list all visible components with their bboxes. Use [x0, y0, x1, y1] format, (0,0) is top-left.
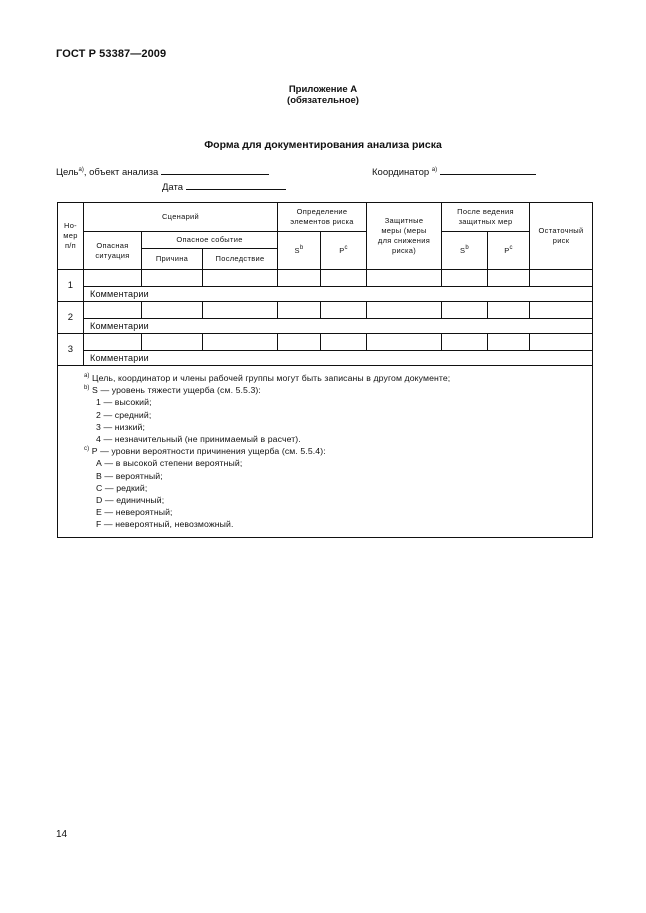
- appendix-status: (обязательное): [287, 95, 359, 106]
- footnote-b-item: 4 — незначительный (не принимаемый в расчет).: [96, 434, 301, 445]
- row-number: 2: [58, 302, 84, 334]
- table-cell[interactable]: [203, 334, 278, 351]
- table-row: [58, 334, 593, 351]
- coordinator-field: [372, 166, 536, 178]
- table-cell[interactable]: [442, 334, 488, 351]
- goal-object-input-line[interactable]: [161, 166, 269, 175]
- table-cell[interactable]: [84, 302, 142, 319]
- footnote-c-item: А — в высокой степени вероятный;: [96, 458, 243, 469]
- table-cell[interactable]: [488, 270, 530, 287]
- goal-object-field: [56, 166, 269, 178]
- col-risk-def-header: Определение элементов риска: [278, 203, 367, 232]
- col-after-header: После ведения защитных мер: [442, 203, 530, 232]
- table-cell[interactable]: [278, 270, 321, 287]
- col-protective-header: Защитные меры (меры для снижения риска): [367, 203, 442, 270]
- table-cell[interactable]: [442, 302, 488, 319]
- footnote-b-item: 2 — средний;: [96, 409, 152, 420]
- form-title: Форма для документирования анализа риска: [204, 139, 442, 151]
- row-number: 1: [58, 270, 84, 302]
- footnote-c-item: D — единичный;: [96, 495, 165, 506]
- date-field: [162, 181, 286, 193]
- col-consequence-header: Последствие: [203, 249, 278, 270]
- table-footnotes: [58, 366, 593, 538]
- col-number-header: Но- мер п/п: [58, 203, 84, 270]
- col-scenario-header: Сценарий: [84, 203, 278, 232]
- footnote-c-item: F — невероятный, невозможный.: [96, 519, 234, 530]
- table-row: [58, 270, 593, 287]
- table-cell[interactable]: [488, 302, 530, 319]
- table-cell[interactable]: [367, 302, 442, 319]
- coordinator-label: Координатор: [372, 167, 430, 178]
- table-cell[interactable]: [84, 334, 142, 351]
- date-input-line[interactable]: [186, 181, 286, 190]
- table-cell[interactable]: [142, 302, 203, 319]
- col-residual-header: Остаточный риск: [530, 203, 593, 270]
- row-comment: Комментарии: [84, 319, 593, 334]
- table-row: [58, 302, 593, 319]
- table-cell[interactable]: [203, 270, 278, 287]
- footnote-c-item: Е — невероятный;: [96, 507, 173, 518]
- coordinator-footnote-mark: а): [431, 167, 438, 173]
- footnote-c: $^{c)}$ Р — уровни вероятности причинения ущерба (см. 5.5.4):: [84, 446, 326, 457]
- table-cell[interactable]: [488, 334, 530, 351]
- footnote-a: $^{а)}$ Цель, координатор и члены рабочей группы могут быть записаны в другом документе;: [84, 373, 451, 383]
- table-cell[interactable]: [321, 334, 367, 351]
- table-cell[interactable]: [321, 302, 367, 319]
- col-s-header: $S^b$: [278, 232, 321, 270]
- col-cause-header: Причина: [142, 249, 203, 270]
- col-p-header: $P^c$: [321, 232, 367, 270]
- footnote-b-item: 1 — высокий;: [96, 397, 152, 408]
- risk-analysis-table: [57, 202, 593, 538]
- date-label: Дата: [162, 182, 184, 193]
- goal-label: Цель: [56, 167, 79, 178]
- table-cell[interactable]: [142, 334, 203, 351]
- footnote-b: $^{b)}$ S — уровень тяжести ущерба (см. 5.5.3):: [84, 385, 261, 396]
- table-cell[interactable]: [321, 270, 367, 287]
- table-cell[interactable]: [530, 302, 593, 319]
- table-cell[interactable]: [442, 270, 488, 287]
- table-cell[interactable]: [530, 334, 593, 351]
- page-number: 14: [56, 829, 68, 840]
- row-comment: Комментарии: [84, 351, 593, 366]
- footnote-b-item: 3 — низкий;: [96, 421, 145, 432]
- footnote-c-item: С — редкий;: [96, 482, 148, 493]
- col-p-after-header: $P^c$: [488, 232, 530, 270]
- table-cell[interactable]: [367, 334, 442, 351]
- table-cell[interactable]: [278, 334, 321, 351]
- appendix-title: Приложение А: [288, 84, 358, 95]
- row-number: 3: [58, 334, 84, 366]
- col-s-after-header: $S^b$: [442, 232, 488, 270]
- goal-footnote-mark: а): [78, 167, 84, 173]
- footnote-c-item: В — вероятный;: [96, 470, 163, 481]
- table-cell[interactable]: [530, 270, 593, 287]
- table-cell[interactable]: [84, 270, 142, 287]
- table-cell[interactable]: [367, 270, 442, 287]
- col-hazard-situation-header: Опасная ситуация: [84, 232, 142, 270]
- row-comment: Комментарии: [84, 287, 593, 302]
- table-cell[interactable]: [142, 270, 203, 287]
- document-header: ГОСТ Р 53387—2009: [56, 48, 167, 60]
- col-hazard-event-header: Опасное событие: [142, 232, 278, 249]
- table-cell[interactable]: [203, 302, 278, 319]
- object-label: , объект анализа: [83, 167, 159, 178]
- table-cell[interactable]: [278, 302, 321, 319]
- coordinator-input-line[interactable]: [440, 166, 536, 175]
